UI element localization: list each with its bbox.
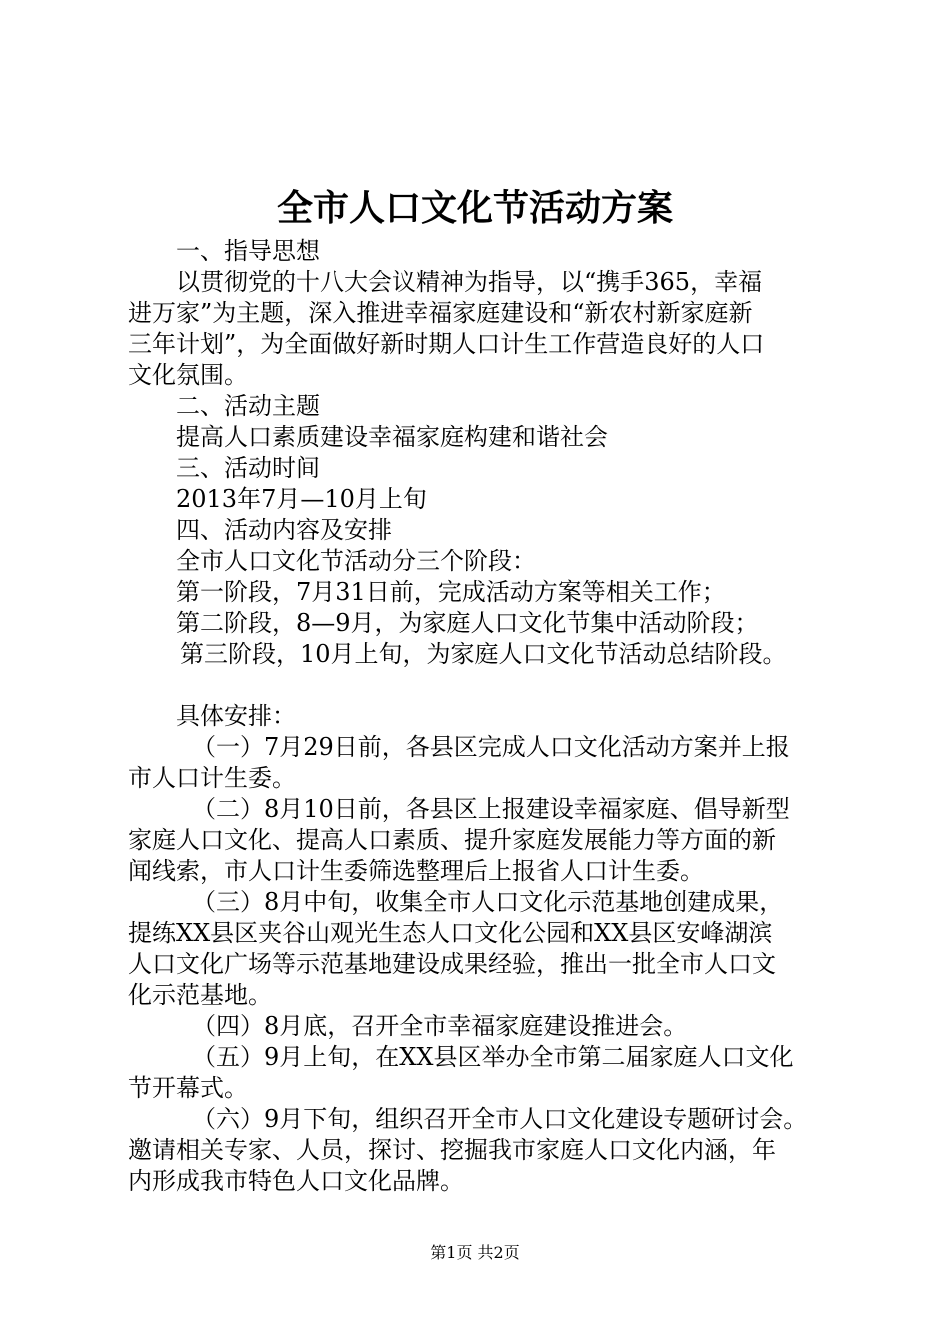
paragraph-line: 闻线索，市人口计生委筛选整理后上报省人口计生委。: [128, 857, 704, 885]
paragraph-line: （三）8月中旬，收集全市人口文化示范基地创建成果，: [192, 888, 784, 916]
paragraph-line: 具体安排：: [176, 702, 296, 730]
paragraph-line: 第二阶段，8—9月，为家庭人口文化节集中活动阶段；: [176, 609, 759, 637]
paragraph-line: 2013年7月—10月上旬: [176, 485, 427, 513]
paragraph-line: 提练XX县区夹谷山观光生态人口文化公园和XX县区安峰湖滨: [128, 919, 773, 947]
section-heading-content: 四、活动内容及安排: [176, 516, 392, 544]
section-heading-guiding-ideology: 一、指导思想: [176, 237, 320, 265]
paragraph-line: （一）7月29日前，各县区完成人口文化活动方案并上报: [192, 733, 790, 761]
paragraph-line: 第一阶段，7月31日前，完成活动方案等相关工作；: [176, 578, 726, 606]
paragraph-line: 文化氛围。: [128, 361, 248, 389]
paragraph-line: （五）9月上旬，在XX县区举办全市第二届家庭人口文化: [192, 1043, 794, 1071]
document-body: [128, 236, 838, 1197]
paragraph-line: （四）8月底，召开全市幸福家庭建设推进会。: [192, 1012, 688, 1040]
page-footer: 第1页 共2页: [430, 1243, 520, 1262]
paragraph-line: （六）9月下旬，组织召开全市人口文化建设专题研讨会。: [192, 1105, 808, 1133]
paragraph-line: 提高人口素质建设幸福家庭构建和谐社会: [176, 423, 608, 451]
paragraph-line: 三年计划”，为全面做好新时期人口计生工作营造良好的人口: [128, 330, 765, 358]
paragraph-line: 节开幕式。: [128, 1074, 248, 1102]
paragraph-line: 内形成我市特色人口文化品牌。: [128, 1167, 464, 1195]
blank-line: [128, 670, 838, 701]
paragraph-line: 邀请相关专家、人员，探讨、挖掘我市家庭人口文化内涵，年: [128, 1136, 776, 1164]
paragraph-line: 市人口计生委。: [128, 764, 296, 792]
paragraph-line: 家庭人口文化、提高人口素质、提升家庭发展能力等方面的新: [128, 826, 776, 854]
document-title: 全市人口文化节活动方案: [276, 187, 673, 229]
paragraph-line: 以贯彻党的十八大会议精神为指导，以“携手365，幸福: [176, 268, 763, 296]
section-heading-theme: 二、活动主题: [176, 392, 320, 420]
paragraph-line: 第三阶段，10月上旬，为家庭人口文化节活动总结阶段。: [180, 640, 787, 668]
paragraph-line: 人口文化广场等示范基地建设成果经验，推出一批全市人口文: [128, 950, 776, 978]
paragraph-line: 全市人口文化节活动分三个阶段：: [176, 547, 536, 575]
paragraph-line: 化示范基地。: [128, 981, 272, 1009]
paragraph-line: （二）8月10日前，各县区上报建设幸福家庭、倡导新型: [192, 795, 790, 823]
paragraph-line: 进万家”为主题，深入推进幸福家庭建设和“新农村新家庭新: [128, 299, 753, 327]
section-heading-time: 三、活动时间: [176, 454, 320, 482]
